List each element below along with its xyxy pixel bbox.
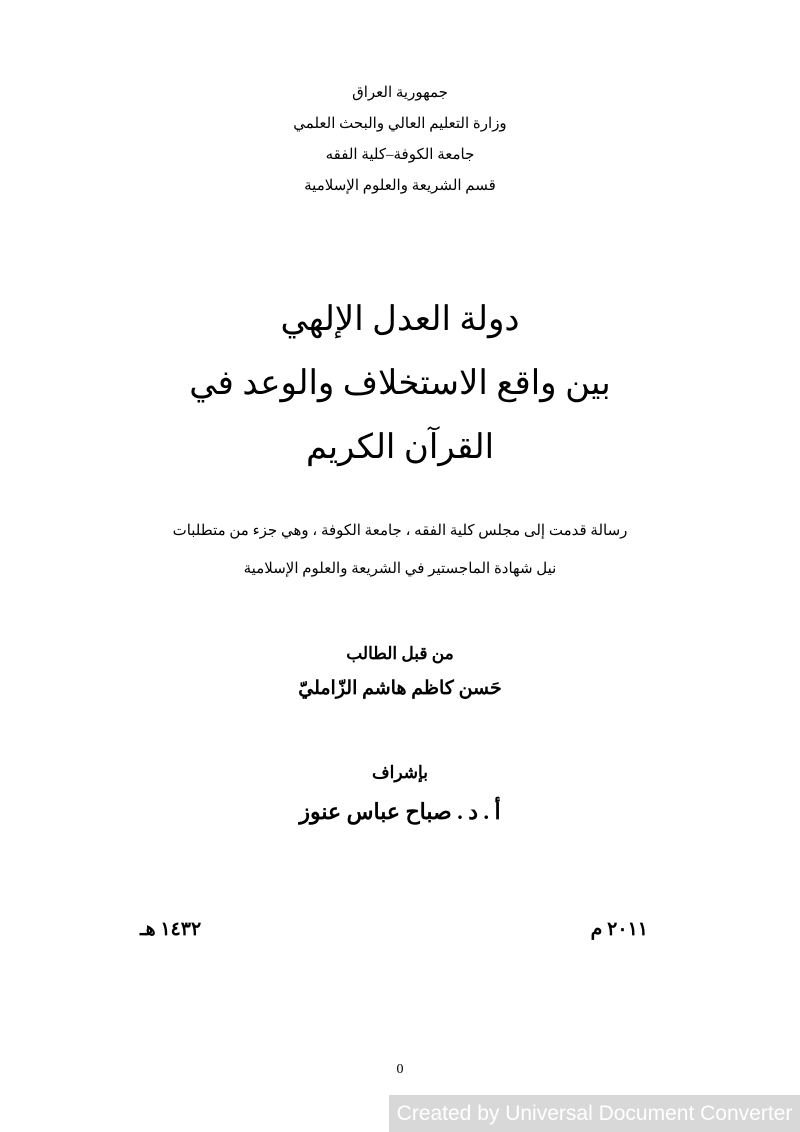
supervisor-name: أ . د . صباح عباس عنوز: [299, 799, 501, 824]
page-title: [0, 288, 800, 480]
title-line-3: القرآن الكريم: [305, 429, 495, 466]
supervisor-label: بإشراف: [372, 763, 428, 782]
title-line-2: بين واقع الاستخلاف والوعد في: [189, 365, 611, 402]
thesis-note-line-2: نيل شهادة الماجستير في الشريعة والعلوم الإسلامية: [243, 561, 557, 577]
institution-line-university: جامعة الكوفة–كلية الفقه: [325, 147, 475, 163]
date-gregorian: ٢٠١١ م: [590, 919, 648, 940]
thesis-note-line-1: رسالة قدمت إلى مجلس كلية الفقه ، جامعة الكوفة ، وهي جزء من متطلبات: [172, 523, 628, 539]
date-hijri: ١٤٣٢ هـ: [140, 919, 202, 940]
supervisor-block: [0, 756, 800, 834]
author-name: حَسن كاظم هاشم الزّامليّ: [298, 678, 502, 699]
institution-header: [120, 78, 680, 202]
thesis-note: [0, 512, 800, 588]
watermark-banner: Created by Universal Document Converter: [389, 1095, 800, 1132]
page-number: 0: [396, 1062, 404, 1077]
author-label: من قبل الطالب: [346, 644, 454, 663]
author-block: [0, 638, 800, 708]
institution-line-ministry: وزارة التعليم العالي والبحث العلمي: [293, 116, 507, 132]
title-line-1: دولة العدل الإلهي: [280, 301, 520, 338]
institution-line-department: قسم الشريعة والعلوم الإسلامية: [304, 178, 496, 194]
institution-line-country: جمهورية العراق: [352, 85, 448, 101]
